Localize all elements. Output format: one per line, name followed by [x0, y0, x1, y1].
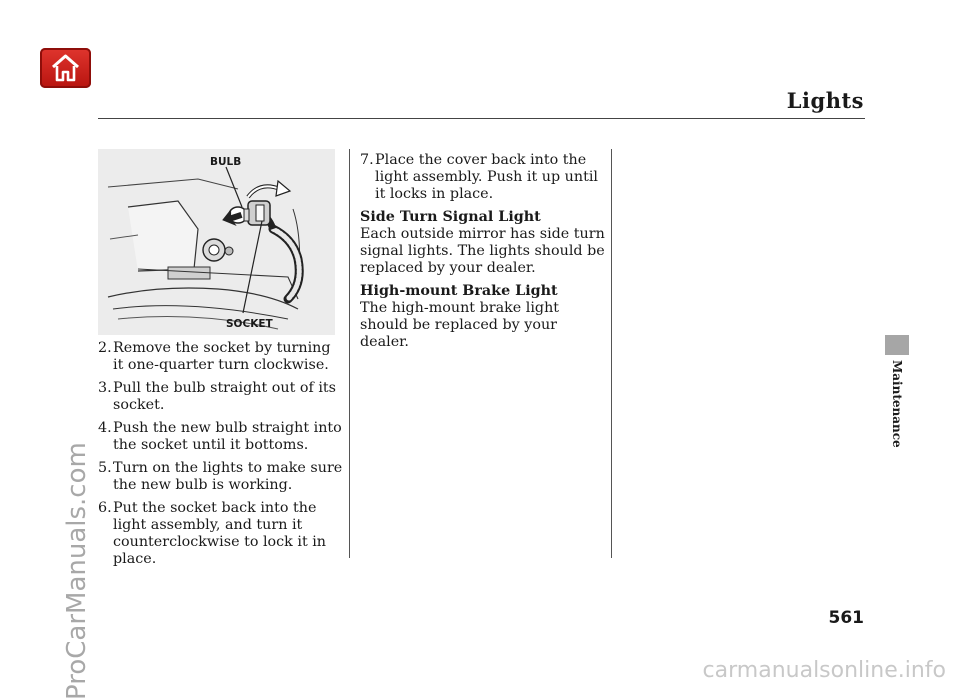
step-number: 6. [98, 500, 112, 516]
chapter-label[interactable]: Maintenance [890, 360, 904, 448]
step-number: 7. [360, 152, 374, 168]
step-4 [98, 420, 343, 454]
watermark-left: ProCarManuals.com [62, 442, 92, 700]
section-title: Lights [786, 88, 864, 113]
step-text: Push the new bulb straight into the socket until it bottoms. [113, 420, 342, 453]
step-text: Turn on the lights to make sure the new bulb is working. [113, 460, 343, 493]
step-number: 4. [98, 420, 112, 436]
socket-label: SOCKET [226, 318, 273, 330]
header-rule [98, 118, 865, 119]
section-heading: Side Turn Signal Light [360, 209, 541, 225]
step-number: 3. [98, 380, 112, 396]
bulb-label: BULB [210, 156, 242, 168]
step-2 [98, 340, 343, 374]
watermark-bottom: carmanualsonline.info [702, 658, 946, 683]
step-7 [360, 152, 608, 203]
step-text: Place the cover back into the light assembly. Push it up until it locks in place. [375, 152, 598, 202]
step-text: Pull the bulb straight out of its socket. [113, 380, 336, 413]
column-divider [349, 149, 350, 558]
bulb-socket-illustration [98, 149, 335, 335]
text-column-2 [360, 152, 608, 357]
step-number: 5. [98, 460, 112, 476]
chapter-tab[interactable] [885, 335, 909, 355]
section-heading: High-mount Brake Light [360, 283, 558, 299]
step-3 [98, 380, 343, 414]
column-divider [611, 149, 612, 558]
side-turn-signal-section [360, 209, 608, 277]
home-button[interactable] [40, 48, 91, 88]
high-mount-brake-section [360, 283, 608, 351]
step-text: Put the socket back into the light assembly, and turn it counterclockwise to lock it in place. [113, 500, 327, 567]
steps-list-column-1 [98, 340, 343, 574]
step-number: 2. [98, 340, 112, 356]
home-icon [50, 53, 81, 83]
step-text: Remove the socket by turning it one-quarter turn clockwise. [113, 340, 331, 373]
step-6 [98, 500, 343, 568]
step-5 [98, 460, 343, 494]
section-body: The high-mount brake light should be replaced by your dealer. [360, 300, 560, 350]
section-body: Each outside mirror has side turn signal lights. The lights should be replaced by your dealer. [360, 226, 605, 276]
page-number: 561 [828, 608, 864, 628]
